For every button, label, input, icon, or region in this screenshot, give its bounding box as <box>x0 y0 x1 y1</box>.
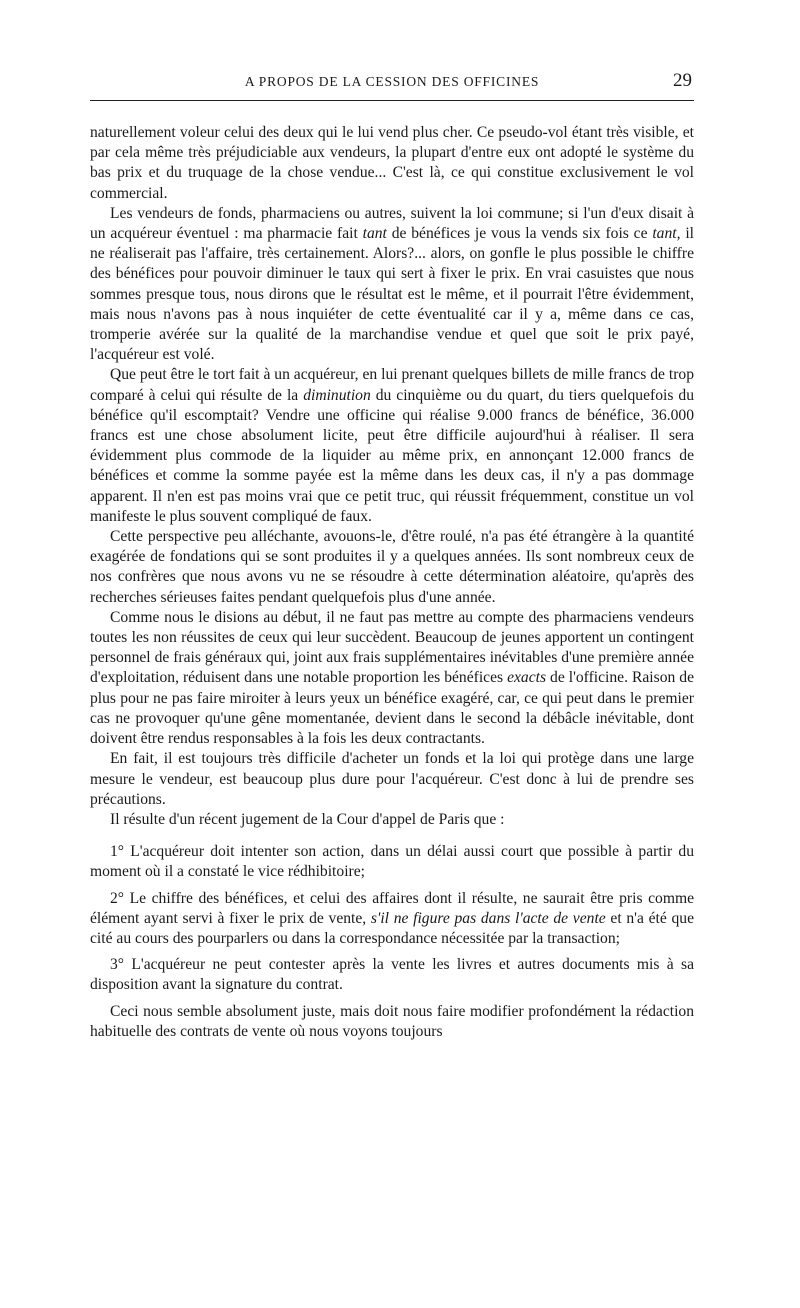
page <box>90 70 694 1042</box>
paragraph <box>90 810 694 830</box>
text-run: En fait, il est toujours très difficile d'acheter un fonds et la loi qui protège dans une large mesure le vendeur, est beaucoup plus dure pour l'acquéreur. C'est donc à lui de prendre ses précautions. <box>90 750 694 808</box>
text-run: de bénéfices je vous la vends six fois ce <box>386 225 653 243</box>
list-item <box>90 955 694 995</box>
paragraph <box>90 527 694 608</box>
paragraph <box>90 608 694 749</box>
italic-text: exacts <box>507 669 547 687</box>
paragraph <box>90 123 694 204</box>
italic-text: diminution <box>303 386 371 404</box>
body-text <box>90 123 694 1042</box>
page-number: 29 <box>673 70 692 91</box>
text-run: Il résulte d'un récent jugement de la Cour d'appel de Paris que : <box>110 810 505 828</box>
text-run: du cinquième ou du quart, du tiers quelquefois du bénéfice qu'il escomptait? Vendre une officine qui réalise 9.000 francs de bénéfice, 36.000 francs est une chose absolument licite, peut être difficile aujourd'hui à réaliser. Il sera évidemment plus commode de la liquider au même prix, en annonçant 12.000 francs de bénéfices et comme la somme payée est la même dans les deux cas, il n'y a pas dommage apparent. Il n'en est pas moins vrai que ce petit truc, qui réussit fréquemment, constitue un vol manifeste le plus souvent compliqué de faux. <box>90 386 694 525</box>
text-run: 1° L'acquéreur doit intenter son action, dans un délai aussi court que possible à partir du moment où il a constaté le vice rédhibitoire; <box>90 843 694 881</box>
paragraph <box>90 204 694 366</box>
text-run: Cette perspective peu alléchante, avouons-le, d'être roulé, n'a pas été étrangère à la quantité exagérée de fondations qui se sont produites il y a quelques années. Ils sont nombreux ceux de nos confrères que nous avons vu ne se résoudre à cette détermination aléatoire, qu'après des recherches sérieuses faites pendant quelquefois plus d'une année. <box>90 528 694 606</box>
text-run: 3° L'acquéreur ne peut contester après la vente les livres et autres documents mis à sa disposition avant la signature du contrat. <box>90 956 694 994</box>
text-run: et n'a été que cité au cours des pourparlers ou dans la correspondance nécessitée par la transaction; <box>90 909 694 947</box>
text-run: de l'officine. Raison de plus pour ne pas faire miroiter à leurs yeux un bénéfice exagéré, car, ce qui peut dans le premier cas ne provoquer qu'une gêne momentanée, devient dans le second la débâcle inévitable, dont doivent être rendus responsables à la fois les deux contractants. <box>90 669 694 748</box>
text-run: Comme nous le disions au début, il ne faut pas mettre au compte des pharmaciens vendeurs toutes les non réussites de ceux qui leur succèdent. Beaucoup de jeunes apportent un contingent personnel de frais généraux qui, joint aux frais supplémentaires inévitables d'une première année d'exploitation, réduisent dans une notable proportion les bénéfices <box>90 608 694 687</box>
text-run: Que peut être le tort fait à un acquéreur, en lui prenant quelques billets de mille francs de trop comparé à celui qui résulte de la <box>90 366 694 404</box>
italic-text: tant, <box>652 225 681 243</box>
text-run: il ne réaliserait pas l'affaire, très certainement. Alors?... alors, on gonfle le plus possible le chiffre des bénéfices pour pouvoir diminuer le taux qui sert à fixer le prix. En vrai casuistes que nous sommes presque tous, nous dirons que le résultat est le même, et il pourrait l'être évidemment, mais nous n'avons pas à nous inquiéter de cette éventualité car il y a, même dans ce cas, tromperie avérée sur la qualité de la marchandise vendue et quel que soit le prix payé, l'acquéreur est volé. <box>90 225 694 364</box>
text-run: Les vendeurs de fonds, pharmaciens ou autres, suivent la loi commune; si l'un d'eux disait à un acquéreur éventuel : ma pharmacie fait <box>90 204 694 243</box>
italic-text: s'il ne figure pas dans l'acte de vente <box>370 909 606 927</box>
running-title: A PROPOS DE LA CESSION DES OFFICINES <box>244 74 540 89</box>
text-run: 2° Le chiffre des bénéfices, et celui des affaires dont il résulte, ne saurait être pris comme élément ayant servi à fixer le prix de vente, <box>90 889 694 927</box>
list-item <box>90 842 694 882</box>
text-run: Ceci nous semble absolument juste, mais doit nous faire modifier profondément la rédaction habituelle des contrats de vente où nous voyons toujours <box>90 1002 694 1040</box>
page-header <box>90 70 694 101</box>
paragraph <box>90 365 694 527</box>
text-run: naturellement voleur celui des deux qui le lui vend plus cher. Ce pseudo-vol étant très visible, et par cela même très préjudiciable aux vendeurs, la plupart d'entre eux ont adopté le système du bas prix et du truquage de la chose vendue... C'est là, ce qui constitue exclusivement le vol commercial. <box>90 124 694 202</box>
paragraph <box>90 749 694 810</box>
paragraph <box>90 1002 694 1042</box>
list-item <box>90 889 694 950</box>
italic-text: tant <box>362 225 387 243</box>
